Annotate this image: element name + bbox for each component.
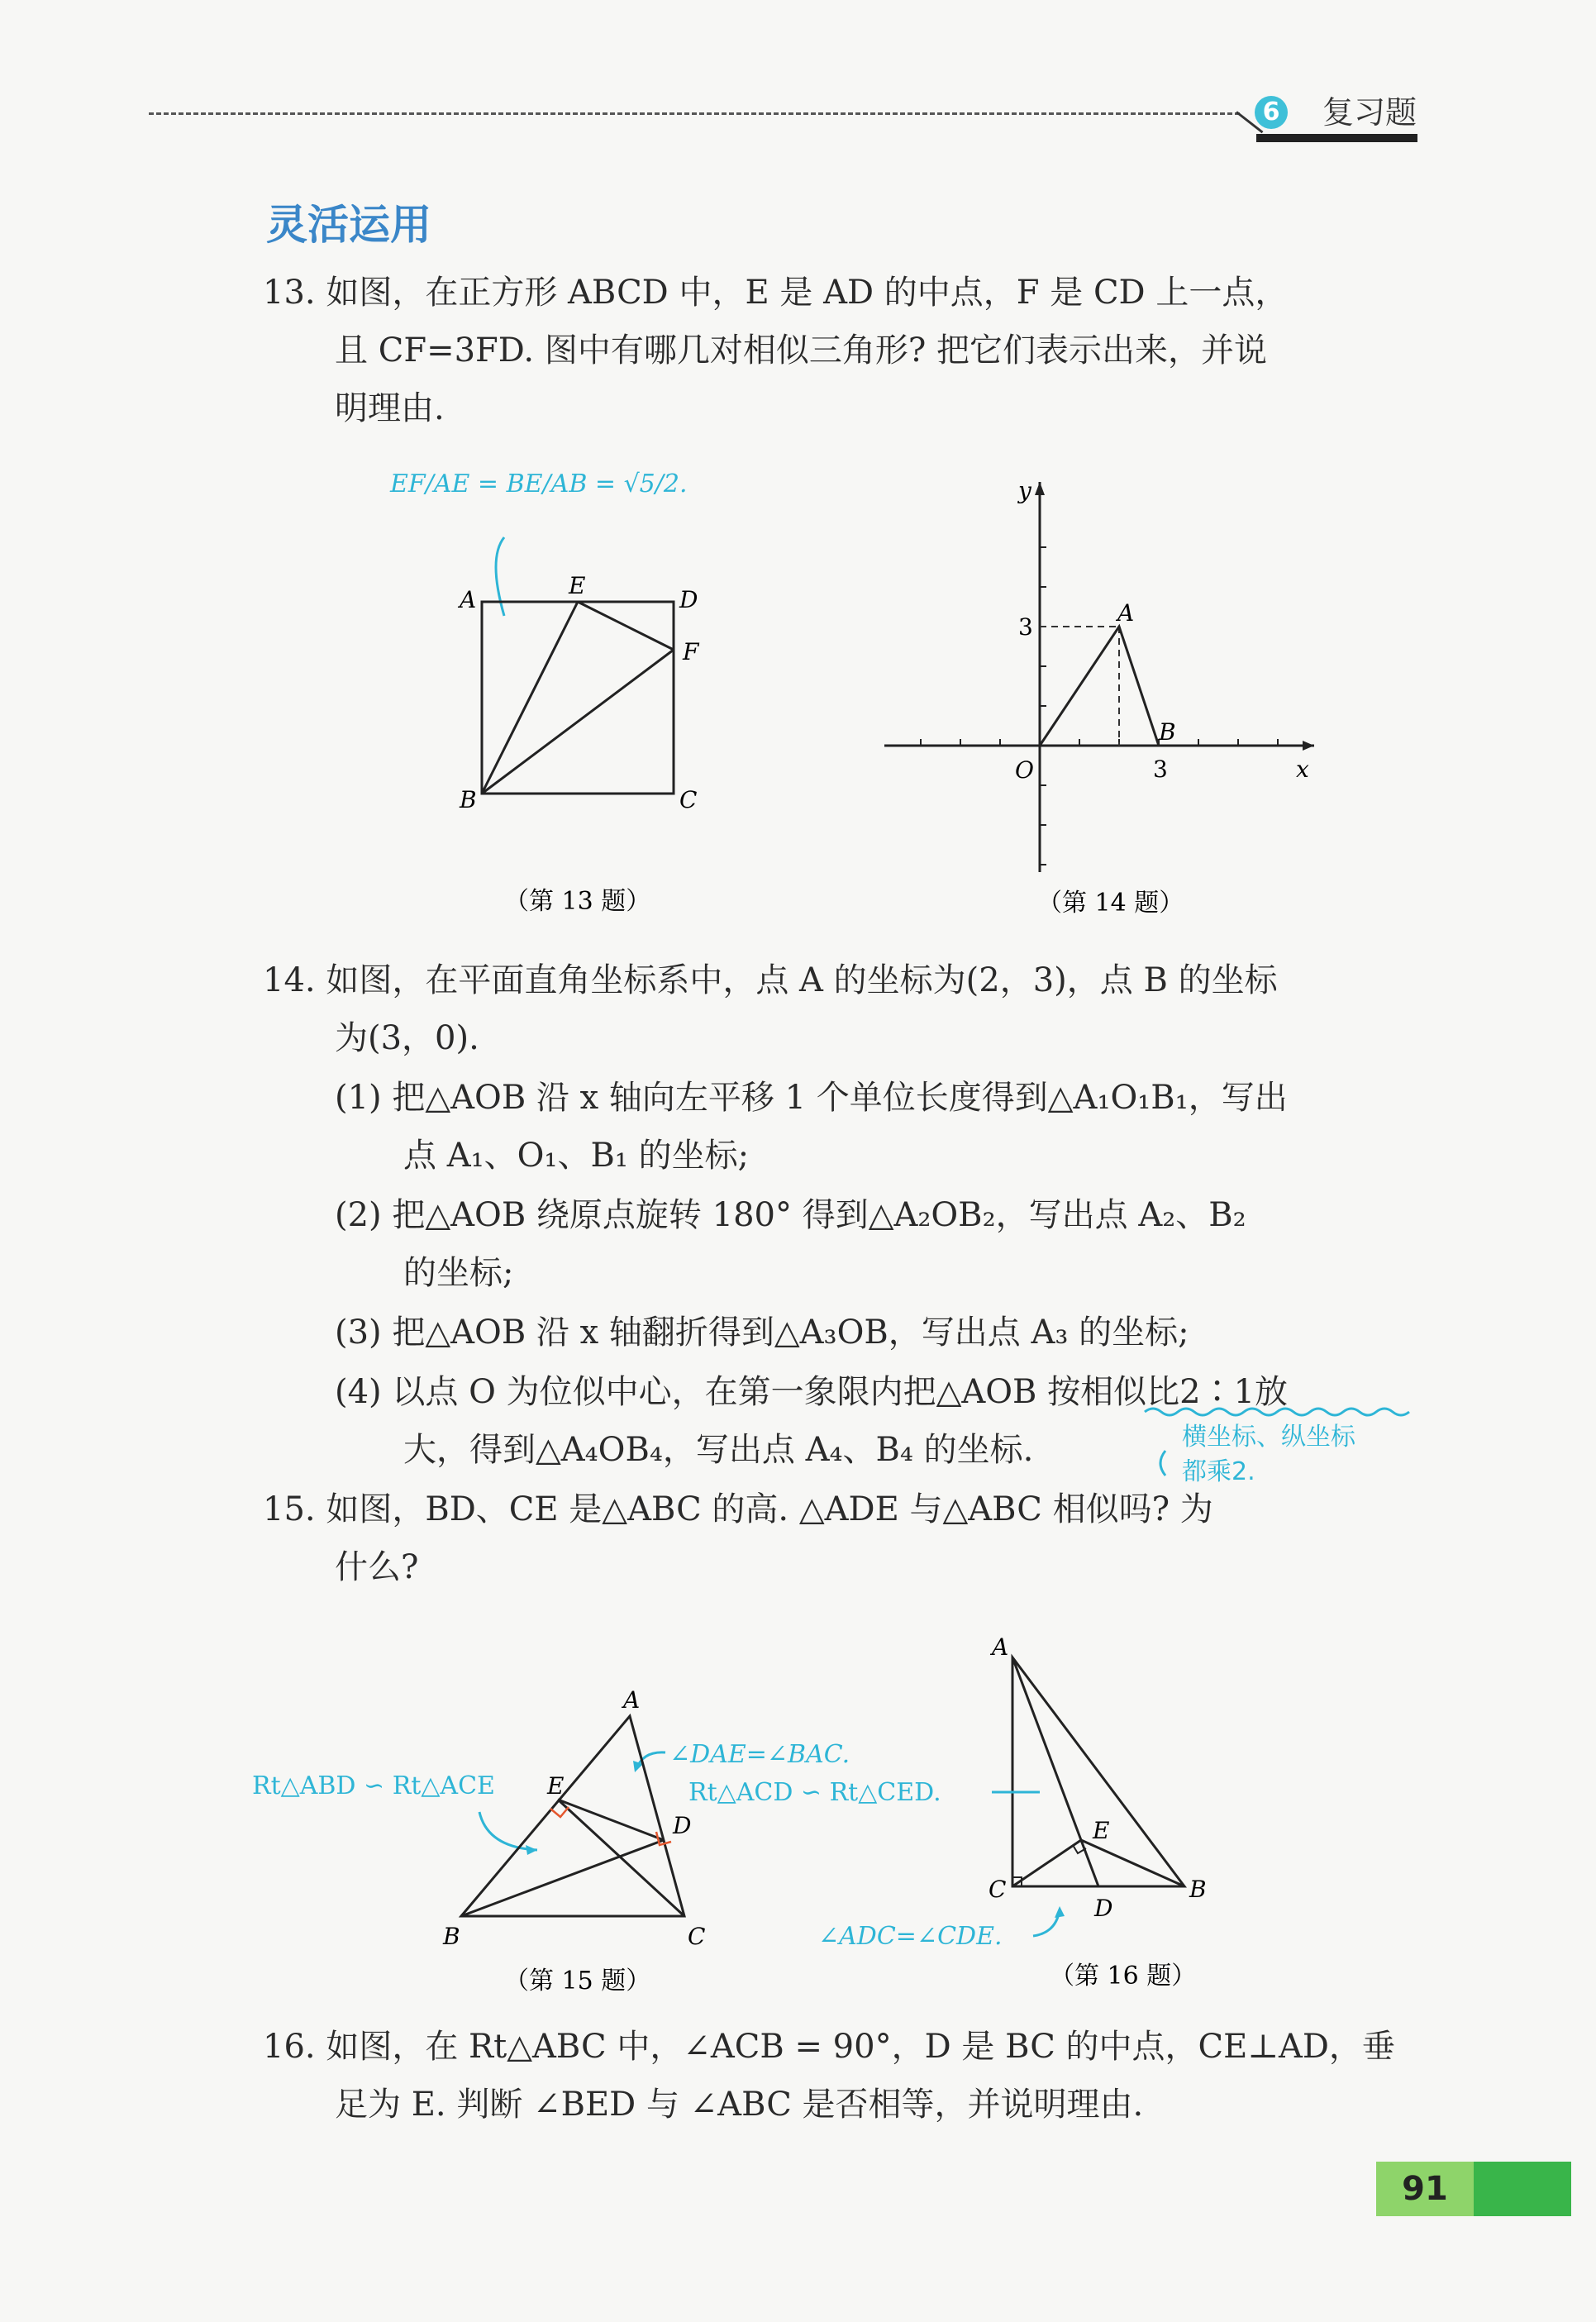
triangle-abc: [1012, 1657, 1184, 1886]
label-c: C: [679, 786, 698, 813]
y-axis-arrow: [1035, 482, 1045, 495]
label-c: C: [989, 1876, 1007, 1903]
q14-part3: (3) 把△AOB 沿 x 轴翻折得到△A₃OB，写出点 A₃ 的坐标;: [335, 1314, 1189, 1352]
label-c: C: [688, 1923, 706, 1950]
label-e: E: [547, 1772, 565, 1800]
q13-line-3: 明理由.: [335, 389, 445, 427]
label-o: O: [1015, 756, 1034, 784]
section-title: 灵活运用: [266, 201, 431, 249]
q16-line-1: 16. 如图，在 Rt△ABC 中，∠ACB = 90°，D 是 BC 的中点，CE⊥AD，垂: [263, 2028, 1395, 2066]
page-number: 91: [1402, 2170, 1448, 2208]
q14-line-2: 为(3，0).: [335, 1019, 479, 1057]
label-a: A: [992, 1633, 1009, 1661]
q14-part1-line-1: (1) 把△AOB 沿 x 轴向左平移 1 个单位长度得到△A₁O₁B₁，写出: [335, 1079, 1288, 1117]
label-a: A: [460, 586, 477, 613]
x-axis-arrow: [1303, 741, 1314, 751]
label-e: E: [1093, 1817, 1110, 1844]
caption-13: （第 13 题）: [504, 887, 651, 916]
segment-de: [558, 1800, 664, 1840]
caption-14: （第 14 题）: [1037, 889, 1184, 918]
q14-note-line-2: 都乘2.: [1182, 1457, 1255, 1486]
segment-bf: [482, 650, 674, 794]
segment-ce: [1012, 1840, 1081, 1886]
q15-note-right: ∠DAE=∠BAC.: [669, 1740, 850, 1769]
q14-part4-line-1: (4) 以点 O 为位似中心，在第一象限内把△AOB 按相似比2∶1放: [335, 1373, 1289, 1411]
q15-line-2: 什么?: [335, 1548, 419, 1586]
q14-part2-line-1: (2) 把△AOB 绕原点旋转 180° 得到△A₂OB₂，写出点 A₂、B₂: [335, 1196, 1246, 1234]
q16-note-top: Rt△ACD ∽ Rt△CED.: [688, 1778, 941, 1807]
q13-note-arrow: [496, 537, 504, 616]
tick-label-y-3: 3: [1018, 613, 1033, 641]
q15-line-1: 15. 如图，BD、CE 是△ABC 的高. △ADE 与△ABC 相似吗? 为: [263, 1490, 1213, 1528]
label-a: A: [623, 1686, 641, 1714]
q16-note-bottom-arrow: [1033, 1910, 1060, 1936]
label-f: F: [683, 638, 699, 665]
label-a: A: [1117, 599, 1135, 627]
label-d: D: [679, 586, 698, 613]
q14-part4-line-2: 大，得到△A₄OB₄，写出点 A₄、B₄ 的坐标.: [403, 1431, 1034, 1469]
altitude-ce: [558, 1800, 684, 1916]
label-e: E: [569, 572, 586, 599]
figure-14: [876, 467, 1322, 930]
label-d: D: [1094, 1895, 1113, 1922]
q15-note-left: Rt△ABD ∽ Rt△ACE: [252, 1771, 495, 1800]
chapter-title: 复习题: [1322, 94, 1417, 131]
label-y: y: [1018, 477, 1031, 504]
q14-part2-line-2: 的坐标;: [403, 1254, 514, 1292]
triangle-aob: [1040, 627, 1159, 746]
q14-line-1: 14. 如图，在平面直角坐标系中，点 A 的坐标为(2，3)，点 B 的坐标: [263, 961, 1278, 999]
segment-ef: [578, 602, 674, 650]
q16-line-2: 足为 E. 判断 ∠BED 与 ∠ABC 是否相等，并说明理由.: [335, 2086, 1144, 2124]
figure-13: [380, 459, 727, 930]
segment-be: [482, 602, 578, 794]
figure-16: [686, 1620, 1265, 2000]
label-b: B: [1159, 718, 1176, 746]
label-b: B: [443, 1923, 460, 1950]
header-bar: [1256, 134, 1417, 142]
label-x: x: [1296, 756, 1309, 783]
label-b: B: [460, 786, 477, 813]
label-d: D: [673, 1812, 692, 1839]
q13-line-2: 且 CF=3FD. 图中有哪几对相似三角形? 把它们表示出来，并说: [335, 331, 1268, 370]
q15-note-left-arrow: [479, 1812, 537, 1850]
q16-note-bottom: ∠ADC=∠CDE.: [818, 1922, 1003, 1951]
caption-16: （第 16 题）: [1050, 1962, 1197, 1991]
square-abcd: [482, 602, 674, 794]
q13-note: EF/AE = BE/AB = √5/2.: [390, 470, 688, 498]
altitude-bd: [461, 1840, 664, 1916]
caption-15: （第 15 题）: [504, 1967, 651, 1995]
label-b: B: [1189, 1876, 1207, 1903]
q13-line-1: 13. 如图，在正方形 ABCD 中，E 是 AD 的中点，F 是 CD 上一点，: [263, 274, 1289, 312]
chapter-number-badge: 6: [1255, 96, 1288, 129]
q14-note-line-1: 横坐标、纵坐标: [1182, 1423, 1355, 1452]
q14-part1-line-2: 点 A₁、O₁、B₁ 的坐标;: [403, 1137, 750, 1175]
tick-label-x-3: 3: [1153, 756, 1168, 783]
segment-ad: [1012, 1657, 1098, 1886]
header-dashed-rule: [149, 112, 1240, 115]
